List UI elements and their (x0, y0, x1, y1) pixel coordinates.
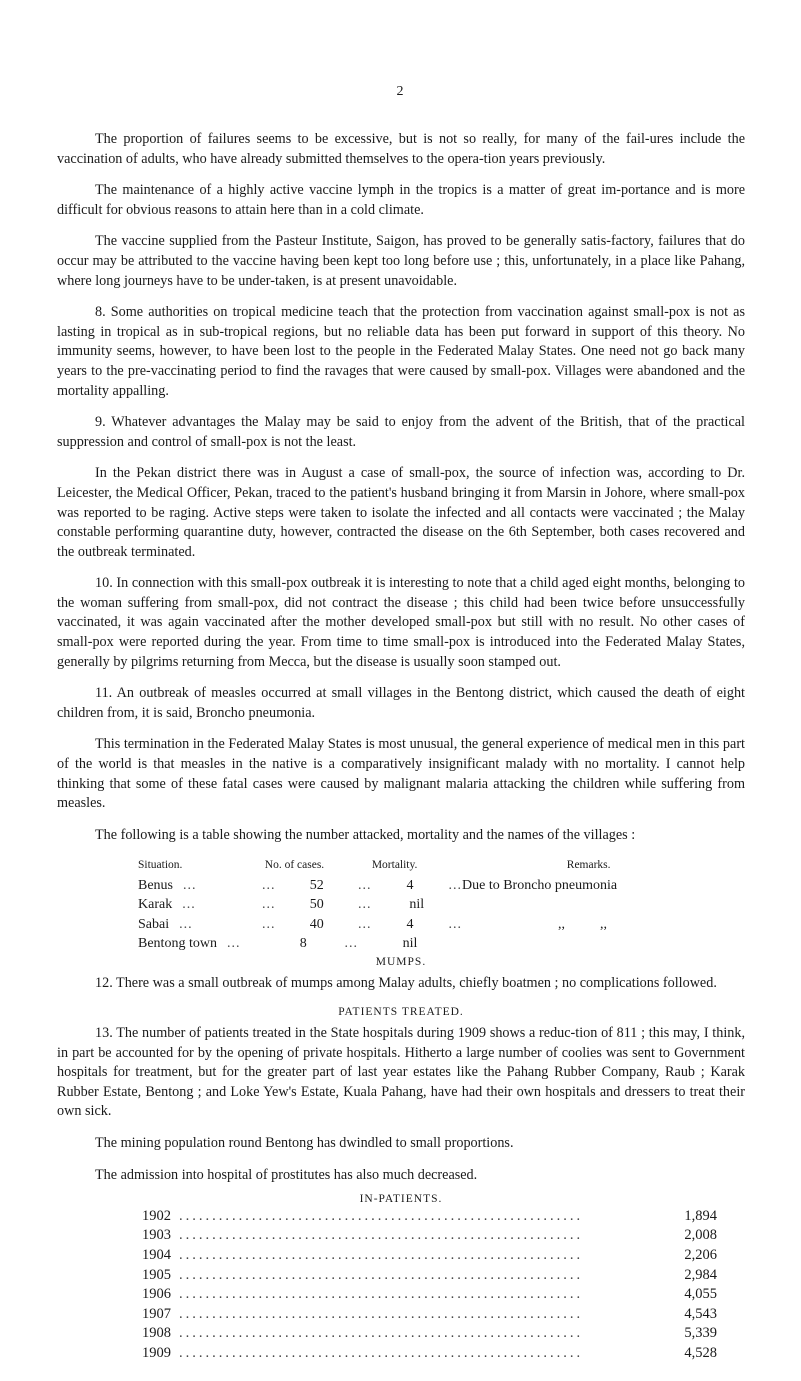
header-situation: Situation. (138, 859, 183, 872)
paragraph: 10. In connection with this small-pox outbreak it is interesting to note that a child aged eight months, belonging to the woman suffering from small-pox, did not contract the disease ; this child had been twice before unsuccessfully vaccinated, it was again vaccinated after the mother developed small-pox but still with no result. No other cases of small-pox were reported during the year. From time to time small-pox is introduced into the Federated Malay States, generally by pilgrims returning from Mecca, but the disease is usually soon stamped out. (57, 575, 745, 670)
cell-year: 1903 (142, 1227, 171, 1244)
cell-count: 5,339 (684, 1325, 717, 1342)
cell-mortality: nil (409, 897, 425, 913)
leader-dots: ... (262, 877, 276, 893)
cell-cases: 8 (299, 936, 307, 952)
cell-year: 1908 (142, 1325, 171, 1342)
leader-dots: ... (358, 916, 372, 932)
cell-remarks: Due to Broncho pneumonia (462, 877, 618, 893)
table-row (138, 913, 745, 933)
leader-dots: ... (358, 897, 372, 913)
table-row (142, 1323, 717, 1343)
measles-cases-table (138, 853, 745, 952)
cell-count: 1,894 (684, 1207, 717, 1224)
table-row (142, 1264, 717, 1284)
cell-year: 1904 (142, 1246, 171, 1263)
leader-dots: ... (179, 916, 193, 932)
leader-dots: ............................................................. (179, 1207, 584, 1224)
leader-dots: ... (262, 916, 276, 932)
page-number: 2 (396, 84, 404, 99)
paragraph: In the Pekan district there was in August a case of small-pox, the source of infection was, according to Dr. Leicester, the Medical Officer, Pekan, traced to the patient's husband bringing it from Marsin in Johore, where small-pox was reported to be raging. Active steps were taken to isolate the infected and all contacts were vaccinated ; the Malay constable performing quarantine duty, however, contracted the disease on the 6th September, both cases recovered and the outbreak terminated. (57, 465, 745, 560)
table-row (138, 874, 745, 894)
table-row (138, 894, 745, 914)
header-remarks: Remarks. (566, 859, 611, 872)
cell-remarks: ,, ,, (558, 916, 607, 932)
paragraph: 9. Whatever advantages the Malay may be said to enjoy from the advent of the British, that of the practical suppression and control of small-pox is not the least. (57, 414, 745, 450)
paragraph: The vaccine supplied from the Pasteur Institute, Saigon, has proved to be generally satis-factory, failures that do occur may be attributed to the vaccine having been kept too long before use ; this, unfortunately, in a place like Pahang, where long journeys have to be under-taken, is at present unavoidable. (57, 233, 745, 289)
paragraph: The maintenance of a highly active vaccine lymph in the tropics is a matter of great im-portance and is more difficult for obvious reasons to attain here than in a cold climate. (57, 182, 745, 218)
leader-dots: ... (358, 877, 372, 893)
table-row (142, 1342, 717, 1362)
paragraph: The following is a table showing the number attacked, mortality and the names of the villages : (95, 826, 636, 843)
header-mortality: Mortality. (371, 859, 418, 872)
leader-dots: ............................................................. (179, 1227, 584, 1244)
cell-count: 2,206 (684, 1246, 717, 1263)
table-row (142, 1303, 717, 1323)
paragraph: 8. Some authorities on tropical medicine teach that the protection from vaccination against small-pox is not as lasting in tropical as in sub-tropical regions, but no reliable data has been put forward in support of this theory. No immunity seems, however, to have been lost to the people in the Federated Malay States. One need not go back many years to the pre-vaccinating period to find the ravages that were caused by small-pox. Villages were abandoned and the mortality appalling. (57, 304, 745, 399)
cell-cases: 40 (309, 916, 324, 932)
cell-cases: 52 (309, 877, 324, 893)
leader-dots: ............................................................. (179, 1344, 584, 1361)
cell-count: 4,055 (684, 1286, 717, 1303)
inpatients-table (142, 1205, 717, 1362)
header-cases: No. of cases. (264, 859, 325, 872)
cell-count: 2,008 (684, 1227, 717, 1244)
cell-cases: 50 (309, 897, 324, 913)
cell-count: 4,543 (684, 1305, 717, 1322)
document-body (57, 130, 745, 1362)
table-row (142, 1205, 717, 1225)
section-heading-mumps: MUMPS. (375, 956, 427, 969)
leader-dots: ... (448, 916, 462, 932)
cell-year: 1906 (142, 1286, 171, 1303)
table-row (138, 933, 745, 953)
section-heading-patients: PATIENTS TREATED. (338, 1006, 464, 1018)
leader-dots: ............................................................. (179, 1305, 584, 1322)
cell-situation: Karak (138, 897, 173, 913)
paragraph: This termination in the Federated Malay States is most unusual, the general experience of medical men in this part of the world is that measles in the native is a comparatively insignificant malady with no mortality. I cannot help thinking that some of these fatal cases were caused by malignant malaria attacking the children while suffering from measles. (57, 736, 745, 812)
paragraph: The admission into hospital of prostitutes has also much decreased. (95, 1166, 478, 1183)
cell-situation: Bentong town (138, 936, 217, 952)
paragraph: 11. An outbreak of measles occurred at small villages in the Bentong district, which caused the death of eight children from, it is said, Broncho pneumonia. (57, 685, 745, 721)
paragraph: The proportion of failures seems to be excessive, but is not so really, for many of the fail-ures include the vaccination of adults, who have already submitted themselves to the opera-tion years previously. (57, 131, 745, 167)
cell-year: 1905 (142, 1266, 171, 1283)
table-row (142, 1225, 717, 1245)
cell-year: 1902 (142, 1207, 171, 1224)
paragraph: 13. The number of patients treated in the State hospitals during 1909 shows a reduc-tion of 811 ; this may, I think, in part be accounted for by the opening of private hospitals. Hitherto a large number of coolies was sent to Government hospitals for treatment, but for the greater part of last year estates like the Pahang Rubber Company, Raub ; Karak Rubber Estate, Bentong ; and Loke Yew's Estate, Kuala Pahang, have had their own hospitals and dressers to treat their own sick. (57, 1025, 745, 1120)
table-row (142, 1244, 717, 1264)
paragraph: 12. There was a small outbreak of mumps among Malay adults, chiefly boatmen ; no complications followed. (95, 975, 717, 992)
cell-count: 2,984 (684, 1266, 717, 1283)
section-heading-inpatients: IN-PATIENTS. (359, 1193, 443, 1206)
cell-mortality: 4 (406, 877, 414, 893)
leader-dots: ... (344, 936, 358, 952)
paragraph: The mining population round Bentong has dwindled to small proportions. (95, 1134, 514, 1151)
cell-year: 1909 (142, 1344, 171, 1361)
leader-dots: ... (262, 897, 276, 913)
cell-situation: Benus (138, 877, 173, 893)
cell-year: 1907 (142, 1305, 171, 1322)
leader-dots: ............................................................. (179, 1246, 584, 1263)
leader-dots: ............................................................. (179, 1266, 584, 1283)
leader-dots: ... (183, 877, 197, 893)
table-row (142, 1284, 717, 1304)
table-header (138, 853, 745, 871)
cell-mortality: nil (402, 936, 418, 952)
cell-situation: Sabai (138, 916, 170, 932)
leader-dots: ... (226, 936, 241, 952)
leader-dots: ... (182, 897, 196, 913)
cell-count: 4,528 (684, 1344, 717, 1361)
leader-dots: ............................................................. (179, 1286, 584, 1303)
leader-dots: ... (448, 877, 462, 893)
leader-dots: ............................................................. (179, 1325, 584, 1342)
cell-mortality: 4 (406, 916, 414, 932)
